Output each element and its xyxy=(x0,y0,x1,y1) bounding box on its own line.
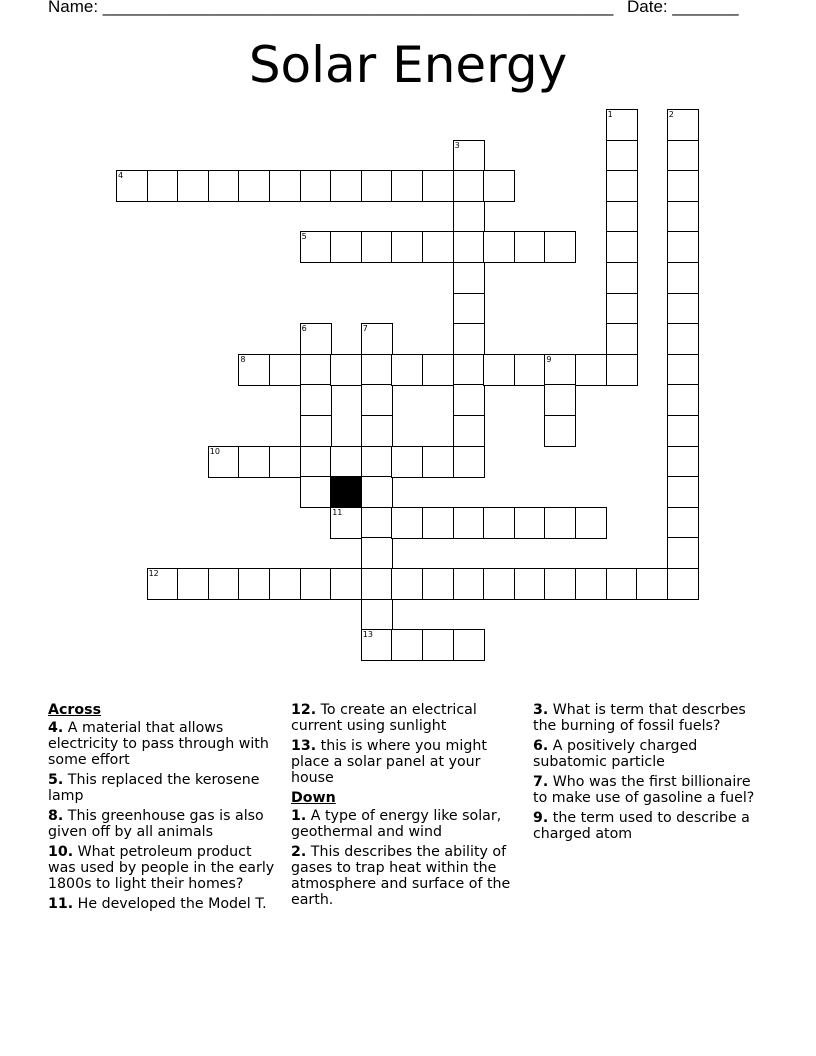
grid-cell[interactable] xyxy=(453,568,485,600)
grid-cell[interactable] xyxy=(453,384,485,416)
grid-cell[interactable] xyxy=(177,568,209,600)
across-heading: Across xyxy=(48,702,102,718)
grid-cell[interactable] xyxy=(361,568,393,600)
clue-across-4 xyxy=(48,720,276,768)
clue-down-3 xyxy=(533,702,761,734)
clue-text: To create an electrical current using sunlight xyxy=(291,702,477,734)
grid-cell[interactable] xyxy=(575,507,607,539)
clue-number: 3. xyxy=(533,702,549,718)
grid-cell[interactable] xyxy=(667,109,699,141)
grid-cell[interactable] xyxy=(391,568,423,600)
grid-cell[interactable] xyxy=(453,231,485,263)
clue-down-9 xyxy=(533,810,761,842)
grid-cell[interactable] xyxy=(514,568,546,600)
grid-cell[interactable] xyxy=(483,170,515,202)
grid-cell[interactable] xyxy=(483,568,515,600)
clue-text: He developed the Model T. xyxy=(77,896,267,912)
grid-cell[interactable] xyxy=(116,170,148,202)
grid-cell[interactable] xyxy=(667,293,699,325)
grid-cell[interactable] xyxy=(177,170,209,202)
clue-text: What is term that descrbes the burning of fossil fuels? xyxy=(533,702,746,734)
grid-cell[interactable] xyxy=(391,231,423,263)
clue-text: the term used to describe a charged atom xyxy=(533,810,750,842)
clue-across-12 xyxy=(291,702,519,734)
grid-cell[interactable] xyxy=(453,170,485,202)
grid-cell[interactable] xyxy=(667,170,699,202)
grid-cell[interactable] xyxy=(667,323,699,355)
grid-cell[interactable] xyxy=(606,262,638,294)
grid-cell[interactable] xyxy=(361,415,393,447)
grid-cell[interactable] xyxy=(606,109,638,141)
clue-text: Who was the first billionaire to make use of gasoline a fuel? xyxy=(533,774,755,806)
grid-cell[interactable] xyxy=(667,415,699,447)
clue-down-1 xyxy=(291,808,519,840)
grid-cell[interactable] xyxy=(667,384,699,416)
grid-cell[interactable] xyxy=(269,568,301,600)
grid-cell[interactable] xyxy=(667,262,699,294)
grid-cell[interactable] xyxy=(330,446,362,478)
grid-cell[interactable] xyxy=(453,415,485,447)
grid-cell[interactable] xyxy=(667,140,699,172)
clue-down-2 xyxy=(291,844,519,908)
puzzle-title: Solar Energy xyxy=(248,36,568,94)
clue-number: 9. xyxy=(533,810,549,826)
cell-number: 10 xyxy=(209,446,220,456)
grid-cell[interactable] xyxy=(575,354,607,386)
grid-cell[interactable] xyxy=(453,629,485,661)
grid-cell[interactable] xyxy=(361,446,393,478)
grid-cell[interactable] xyxy=(636,568,668,600)
clue-number: 11. xyxy=(48,896,74,912)
cell-number: 7 xyxy=(362,324,368,334)
down-heading: Down xyxy=(291,790,336,806)
grid-cell[interactable] xyxy=(330,170,362,202)
clue-number: 4. xyxy=(48,720,64,736)
clue-across-13 xyxy=(291,738,519,786)
clue-number: 12. xyxy=(291,702,317,718)
grid-cell[interactable] xyxy=(422,568,454,600)
grid-cell[interactable] xyxy=(361,476,393,508)
grid-cell[interactable] xyxy=(238,568,270,600)
clue-column-2 xyxy=(291,702,519,912)
clue-down-7 xyxy=(533,774,761,806)
grid-cell[interactable] xyxy=(361,507,393,539)
grid-cell[interactable] xyxy=(606,170,638,202)
grid-cell[interactable] xyxy=(483,354,515,386)
grid-cell[interactable] xyxy=(453,262,485,294)
grid-cell[interactable] xyxy=(667,201,699,233)
grid-cell[interactable] xyxy=(544,507,576,539)
grid-cell[interactable] xyxy=(453,140,485,172)
clue-across-10 xyxy=(48,844,276,892)
grid-cell[interactable] xyxy=(361,599,393,631)
cell-number: 3 xyxy=(454,140,460,150)
grid-cell[interactable] xyxy=(391,170,423,202)
clue-number: 10. xyxy=(48,844,74,860)
grid-cell[interactable] xyxy=(422,629,454,661)
clue-across-8 xyxy=(48,808,276,840)
cell-number: 2 xyxy=(668,110,674,119)
grid-cell[interactable] xyxy=(667,354,699,386)
grid-cell[interactable] xyxy=(667,537,699,569)
clue-text: What petroleum product was used by people in the early 1800s to light their homes? xyxy=(48,844,275,892)
grid-cell[interactable] xyxy=(300,476,332,508)
grid-cell[interactable] xyxy=(147,568,179,600)
grid-cell[interactable] xyxy=(544,354,576,386)
clue-column-1 xyxy=(48,702,276,916)
grid-cell[interactable] xyxy=(391,629,423,661)
grid-cell[interactable] xyxy=(330,568,362,600)
grid-cell[interactable] xyxy=(667,476,699,508)
grid-cell[interactable] xyxy=(208,568,240,600)
grid-cell[interactable] xyxy=(208,446,240,478)
grid-cell[interactable] xyxy=(361,323,393,355)
grid-cell[interactable] xyxy=(575,568,607,600)
grid-cell[interactable] xyxy=(391,354,423,386)
grid-cell[interactable] xyxy=(606,140,638,172)
grid-cell[interactable] xyxy=(361,537,393,569)
grid-cell[interactable] xyxy=(606,201,638,233)
grid-cell[interactable] xyxy=(300,354,332,386)
name-field: Name: ______________________________________________________ xyxy=(48,0,614,16)
cell-number: 11 xyxy=(332,507,343,517)
grid-cell[interactable] xyxy=(238,446,270,478)
grid-cell[interactable] xyxy=(453,354,485,386)
grid-cell[interactable] xyxy=(453,507,485,539)
date-field: Date: _______ xyxy=(627,0,739,16)
grid-cell[interactable] xyxy=(361,170,393,202)
cell-number: 5 xyxy=(301,232,307,242)
grid-cell[interactable] xyxy=(453,293,485,325)
clue-text: this is where you might place a solar panel at your house xyxy=(291,738,487,786)
cell-number: 1 xyxy=(607,110,613,119)
grid-cell[interactable] xyxy=(422,507,454,539)
grid-cell[interactable] xyxy=(361,384,393,416)
grid-cell[interactable] xyxy=(667,507,699,539)
grid-cell[interactable] xyxy=(422,446,454,478)
grid-cell[interactable] xyxy=(208,170,240,202)
clue-number: 7. xyxy=(533,774,549,790)
clue-number: 13. xyxy=(291,738,317,754)
clue-number: 2. xyxy=(291,844,307,860)
clue-down-6 xyxy=(533,738,761,770)
clue-text: This describes the ability of gases to trap heat within the atmosphere and surface of the earth. xyxy=(291,844,511,908)
cell-number: 4 xyxy=(118,171,124,181)
grid-cell[interactable] xyxy=(391,446,423,478)
clue-across-5 xyxy=(48,772,276,804)
grid-cell[interactable] xyxy=(544,384,576,416)
grid-black-cell xyxy=(330,476,362,508)
grid-cell[interactable] xyxy=(514,507,546,539)
grid-cell[interactable] xyxy=(514,354,546,386)
grid-cell[interactable] xyxy=(269,170,301,202)
grid-cell[interactable] xyxy=(422,231,454,263)
grid-cell[interactable] xyxy=(238,354,270,386)
grid-cell[interactable] xyxy=(330,231,362,263)
grid-cell[interactable] xyxy=(453,446,485,478)
clue-across-11 xyxy=(48,896,276,912)
cell-number: 6 xyxy=(301,324,307,334)
clue-number: 5. xyxy=(48,772,64,788)
grid-cell[interactable] xyxy=(361,231,393,263)
grid-cell[interactable] xyxy=(300,446,332,478)
clue-number: 8. xyxy=(48,808,64,824)
clue-text: This replaced the kerosene lamp xyxy=(48,772,260,804)
clue-text: A type of energy like solar, geothermal and wind xyxy=(291,808,502,840)
grid-cell[interactable] xyxy=(422,170,454,202)
grid-cell[interactable] xyxy=(422,354,454,386)
grid-cell[interactable] xyxy=(361,354,393,386)
clue-text: A positively charged subatomic particle xyxy=(533,738,698,770)
clue-number: 1. xyxy=(291,808,307,824)
grid-cell[interactable] xyxy=(544,231,576,263)
grid-cell[interactable] xyxy=(300,323,332,355)
grid-cell[interactable] xyxy=(330,354,362,386)
grid-cell[interactable] xyxy=(453,201,485,233)
clue-column-3 xyxy=(533,702,761,846)
grid-cell[interactable] xyxy=(483,507,515,539)
cell-number: 9 xyxy=(546,354,552,364)
grid-cell[interactable] xyxy=(667,568,699,600)
grid-cell[interactable] xyxy=(483,231,515,263)
grid-cell[interactable] xyxy=(606,231,638,263)
cell-number: 13 xyxy=(362,630,373,640)
grid-cell[interactable] xyxy=(300,415,332,447)
grid-cell[interactable] xyxy=(300,231,332,263)
grid-cell[interactable] xyxy=(606,568,638,600)
grid-cell[interactable] xyxy=(544,568,576,600)
clue-text: This greenhouse gas is also given off by all animals xyxy=(48,808,264,840)
grid-cell[interactable] xyxy=(544,415,576,447)
grid-cell[interactable] xyxy=(238,170,270,202)
grid-cell[interactable] xyxy=(606,323,638,355)
grid-cell[interactable] xyxy=(300,170,332,202)
grid-cell[interactable] xyxy=(667,446,699,478)
clue-number: 6. xyxy=(533,738,549,754)
cell-number: 8 xyxy=(240,354,246,364)
grid-cell[interactable] xyxy=(667,231,699,263)
grid-cell[interactable] xyxy=(330,507,362,539)
cell-number: 12 xyxy=(148,569,159,578)
grid-cell[interactable] xyxy=(147,170,179,202)
clue-text: A material that allows electricity to pass through with some effort xyxy=(48,720,269,768)
grid-cell[interactable] xyxy=(300,384,332,416)
grid-cell[interactable] xyxy=(453,323,485,355)
grid-cell[interactable] xyxy=(269,354,301,386)
grid-cell[interactable] xyxy=(514,231,546,263)
grid-cell[interactable] xyxy=(606,293,638,325)
grid-cell[interactable] xyxy=(606,354,638,386)
grid-cell[interactable] xyxy=(300,568,332,600)
grid-cell[interactable] xyxy=(361,629,393,661)
grid-cell[interactable] xyxy=(391,507,423,539)
grid-cell[interactable] xyxy=(269,446,301,478)
